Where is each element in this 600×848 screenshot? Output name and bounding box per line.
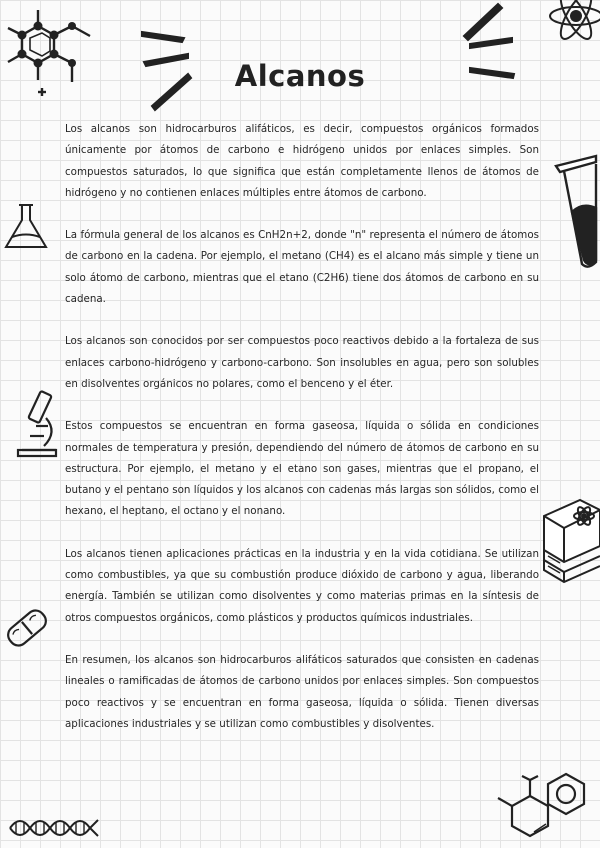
test-tube-icon [552, 152, 600, 270]
dna-icon [8, 812, 100, 844]
goggles-icon [2, 600, 52, 656]
atom-icon [544, 0, 600, 52]
paragraph-summary: En resumen, los alcanos son hidrocarburos alifáticos saturados que consisten en cadenas lineales o ramificadas de átomos de carbono unidos por enlaces simples. Son compuestos poco reactivos y se encuentran en forma gaseosa, líquida o sólida. Tienen diversas aplicaciones industriales y se utilizan como combustibles y disolventes. [65, 653, 539, 730]
microscope-icon [14, 388, 60, 460]
paragraph-reactivity: Los alcanos son conocidos por ser compuestos poco reactivos debido a la fortaleza de sus enlaces carbono-hidrógeno y carbono-carbono. Son insolubles en agua, pero son solubles en disolventes orgánicos no polares, como el benceno y el éter. [65, 335, 539, 390]
paragraph-definition: Los alcanos son hidrocarburos alifáticos, es decir, compuestos orgánicos formados únicamente por átomos de carbono e hidrógeno unidos por enlaces simples. Son compuestos saturados, lo que significa que están completamente llenos de átomos de hidrógeno y no contienen enlaces múltiples entre átomos de carbono. [65, 123, 539, 199]
paragraph-formula: La fórmula general de los alcanos es CnH2n+2, donde "n" representa el número de átomos de carbono en la cadena. Por ejemplo, el metano (CH4) es el alcano más simple y tiene un solo átomo de carbono, mientras que el etano (C2H6) tiene dos átomos de carbono en su cadena. [65, 229, 539, 306]
paragraph-states: Estos compuestos se encuentran en forma gaseosa, líquida o sólida en condiciones normales de temperatura y presión, dependiendo del número de átomos de carbono en su estructura. Por ejemplo, el metano y el etano son gases, mientras que el propano, el butano y el pentano son líquidos y los alcanos con cadenas más largas son sólidos, como el hexano, el heptano, el octano y el nonano. [65, 420, 539, 518]
document-body [65, 119, 539, 756]
flask-icon [3, 202, 49, 252]
books-atom-icon [540, 486, 600, 586]
structure-icon [494, 760, 600, 848]
page-title: Alcanos [234, 59, 366, 94]
paragraph-applications: Los alcanos tienen aplicaciones prácticas en la industria y en la vida cotidiana. Se utilizan como combustibles, ya que su combustión produce dióxido de carbono y agua, liberando energía. También se utilizan como disolventes y como materias primas en la síntesis de otros compuestos orgánicos, como plásticos y productos químicos industriales. [65, 547, 539, 624]
